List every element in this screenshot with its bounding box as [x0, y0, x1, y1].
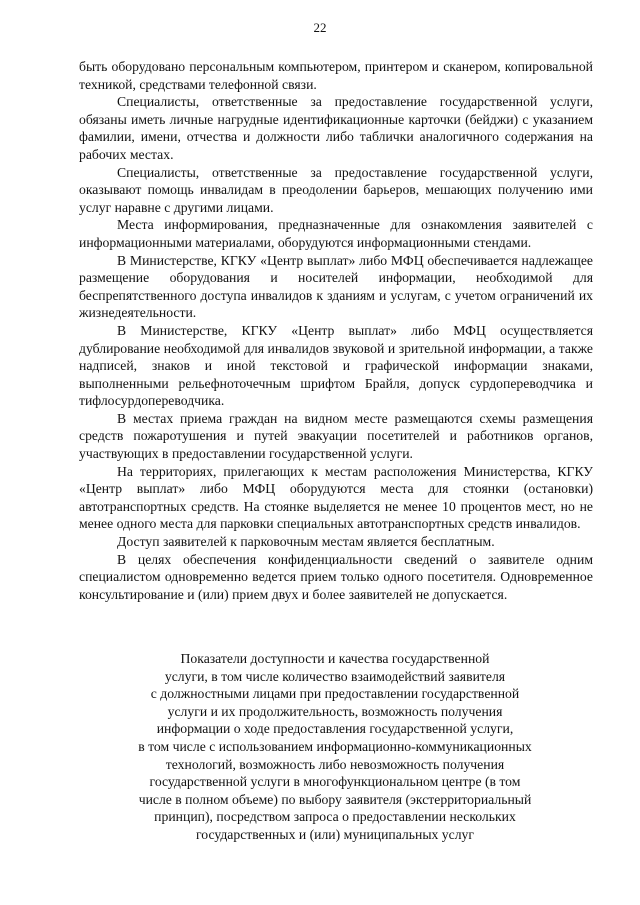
paragraph: В Министерстве, КГКУ «Центр выплат» либо МФЦ обеспечивается надлежащее размещение оборудования и носителей информации, необходимой для беспрепятственного доступа инвалидов к зданиям и услугам, с учетом ограничений их жизнедеятельности. — [79, 252, 593, 321]
page-number: 22 — [313, 20, 327, 35]
heading-line: услуги, в том числе количество взаимодействий заявителя — [164, 668, 506, 684]
section-heading — [110, 650, 560, 844]
paragraph: На территориях, прилегающих к местам расположения Министерства, КГКУ «Центр выплат» либо МФЦ оборудуются места для стоянки (остановки) автотранспортных средств. На стоянке выделяется не менее 10 процентов мест, но не менее одного места для парковки специальных автотранспортных средств инвалидов. — [79, 463, 593, 532]
heading-line: принцип), посредством запроса о предоставлении нескольких — [154, 809, 516, 825]
heading-line: государственных и (или) муниципальных услуг — [196, 826, 474, 842]
paragraph: Специалисты, ответственные за предоставление государственной услуги, обязаны иметь личные нагрудные идентификационные карточки (бейджи) с указанием фамилии, имени, отчества и должности либо таблички аналогичного содержания на рабочих местах. — [79, 94, 593, 162]
paragraph: В целях обеспечения конфиденциальности сведений о заявителе одним специалистом одновременно ведется прием только одного посетителя. Одновременное консультирование и (или) прием двух и более заявителей не допускается. — [79, 551, 593, 602]
heading-line: числе в полном объеме) по выбору заявителя (экстерриториальный — [138, 791, 532, 807]
paragraph: В местах приема граждан на видном месте размещаются схемы размещения средств пожаротушения и путей эвакуации посетителей и работников органов, участвующих в предоставлении государственной услуги. — [79, 410, 593, 462]
heading-line: технологий, возможность либо невозможность получения — [165, 756, 505, 772]
paragraph: быть оборудовано персональным компьютером, принтером и сканером, копировальной техникой, средствами телефонной связи. — [79, 59, 593, 92]
body-text — [79, 58, 593, 603]
paragraph: В Министерстве, КГКУ «Центр выплат» либо МФЦ осуществляется дублирование необходимой для инвалидов звуковой и зрительной информации, а также надписей, знаков и иной текстовой и графической информации знаками, выполненными рельефноточечным шрифтом Брайля, допуск сурдопереводчика и тифлосурдопереводчика. — [79, 322, 593, 409]
heading-line: услуги и их продолжительность, возможность получения — [167, 703, 503, 719]
paragraph: Места информирования, предназначенные для ознакомления заявителей с информационными материалами, оборудуются информационными стендами. — [79, 217, 593, 250]
heading-line: с должностными лицами при предоставлении государственной — [150, 686, 520, 702]
heading-line: информации о ходе предоставления государственной услуги, — [156, 721, 514, 737]
heading-line: в том числе с использованием информационно-коммуникационных — [138, 738, 532, 754]
heading-line: Показатели доступности и качества государственной — [180, 651, 490, 666]
heading-line: государственной услуги в многофункциональном центре (в том — [149, 774, 521, 790]
paragraph: Специалисты, ответственные за предоставление государственной услуги, оказывают помощь инвалидам в преодолении барьеров, мешающих получению ими услуг наравне с другими лицами. — [79, 164, 593, 215]
paragraph: Доступ заявителей к парковочным местам является бесплатным. — [117, 534, 495, 550]
